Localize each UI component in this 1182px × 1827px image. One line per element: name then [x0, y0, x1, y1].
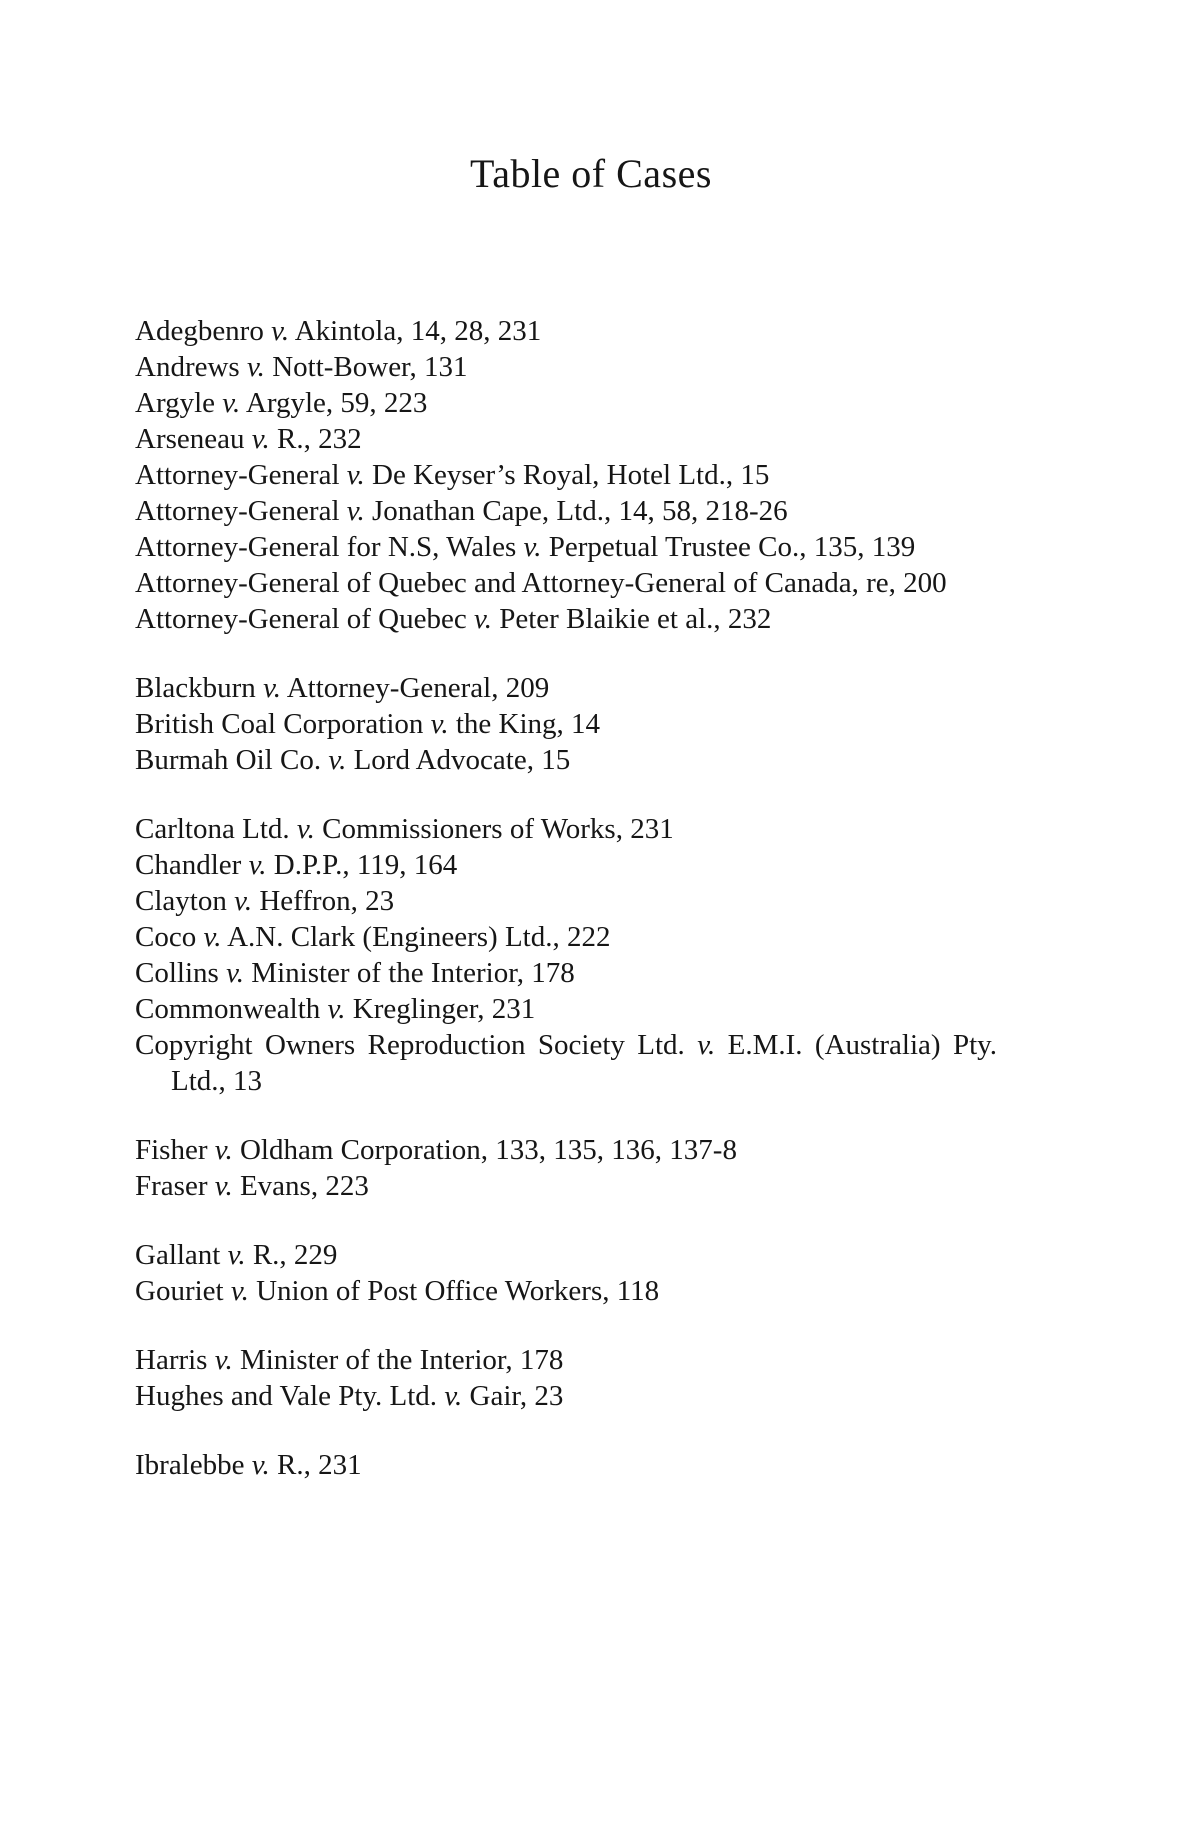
case-entry: Attorney-General v. De Keyser’s Royal, Hotel Ltd., 15 — [135, 459, 770, 491]
letter-group-i — [135, 1447, 997, 1483]
case-entry: Gouriet v. Union of Post Office Workers, 118 — [135, 1275, 660, 1307]
letter-group-b — [135, 670, 997, 778]
case-entry: Fisher v. Oldham Corporation, 133, 135, 136, 137-8 — [135, 1134, 737, 1166]
letter-group-g — [135, 1237, 997, 1309]
case-entry: Hughes and Vale Pty. Ltd. v. Gair, 23 — [135, 1380, 564, 1412]
case-entry: Chandler v. D.P.P., 119, 164 — [135, 849, 458, 881]
letter-group-c — [135, 811, 997, 1099]
case-entry: Copyright Owners Reproduction Society Ltd. v. E.M.I. (Australia) Pty. Ltd., 13 — [135, 1029, 997, 1097]
case-entry: Carltona Ltd. v. Commissioners of Works, 231 — [135, 813, 674, 845]
case-entry: Attorney-General v. Jonathan Cape, Ltd., 14, 58, 218-26 — [135, 495, 788, 527]
case-entry: Adegbenro v. Akintola, 14, 28, 231 — [135, 315, 542, 347]
case-entry: Attorney-General of Quebec v. Peter Blaikie et al., 232 — [135, 603, 772, 635]
case-entry: Andrews v. Nott-Bower, 131 — [135, 351, 468, 383]
case-entry: Coco v. A.N. Clark (Engineers) Ltd., 222 — [135, 921, 611, 953]
case-entry: Attorney-General of Quebec and Attorney-General of Canada, re, 200 — [135, 567, 947, 599]
letter-group-h — [135, 1342, 997, 1414]
case-entry: Clayton v. Heffron, 23 — [135, 885, 395, 917]
case-entry: Gallant v. R., 229 — [135, 1239, 338, 1271]
case-entry: Attorney-General for N.S, Wales v. Perpetual Trustee Co., 135, 139 — [135, 531, 916, 563]
case-entry: Arseneau v. R., 232 — [135, 423, 362, 455]
page-title: Table of Cases — [470, 151, 712, 196]
case-entry: Fraser v. Evans, 223 — [135, 1170, 369, 1202]
case-entry: Commonwealth v. Kreglinger, 231 — [135, 993, 536, 1025]
case-entry: Blackburn v. Attorney-General, 209 — [135, 672, 550, 704]
case-entry: Argyle v. Argyle, 59, 223 — [135, 387, 428, 419]
letter-group-f — [135, 1132, 997, 1204]
case-entry: British Coal Corporation v. the King, 14 — [135, 708, 601, 740]
letter-group-a — [135, 313, 997, 637]
case-entry: Ibralebbe v. R., 231 — [135, 1449, 362, 1481]
case-entry: Burmah Oil Co. v. Lord Advocate, 15 — [135, 744, 571, 776]
table-of-cases — [135, 313, 997, 1516]
case-entry: Harris v. Minister of the Interior, 178 — [135, 1344, 564, 1376]
case-entry: Collins v. Minister of the Interior, 178 — [135, 957, 575, 989]
